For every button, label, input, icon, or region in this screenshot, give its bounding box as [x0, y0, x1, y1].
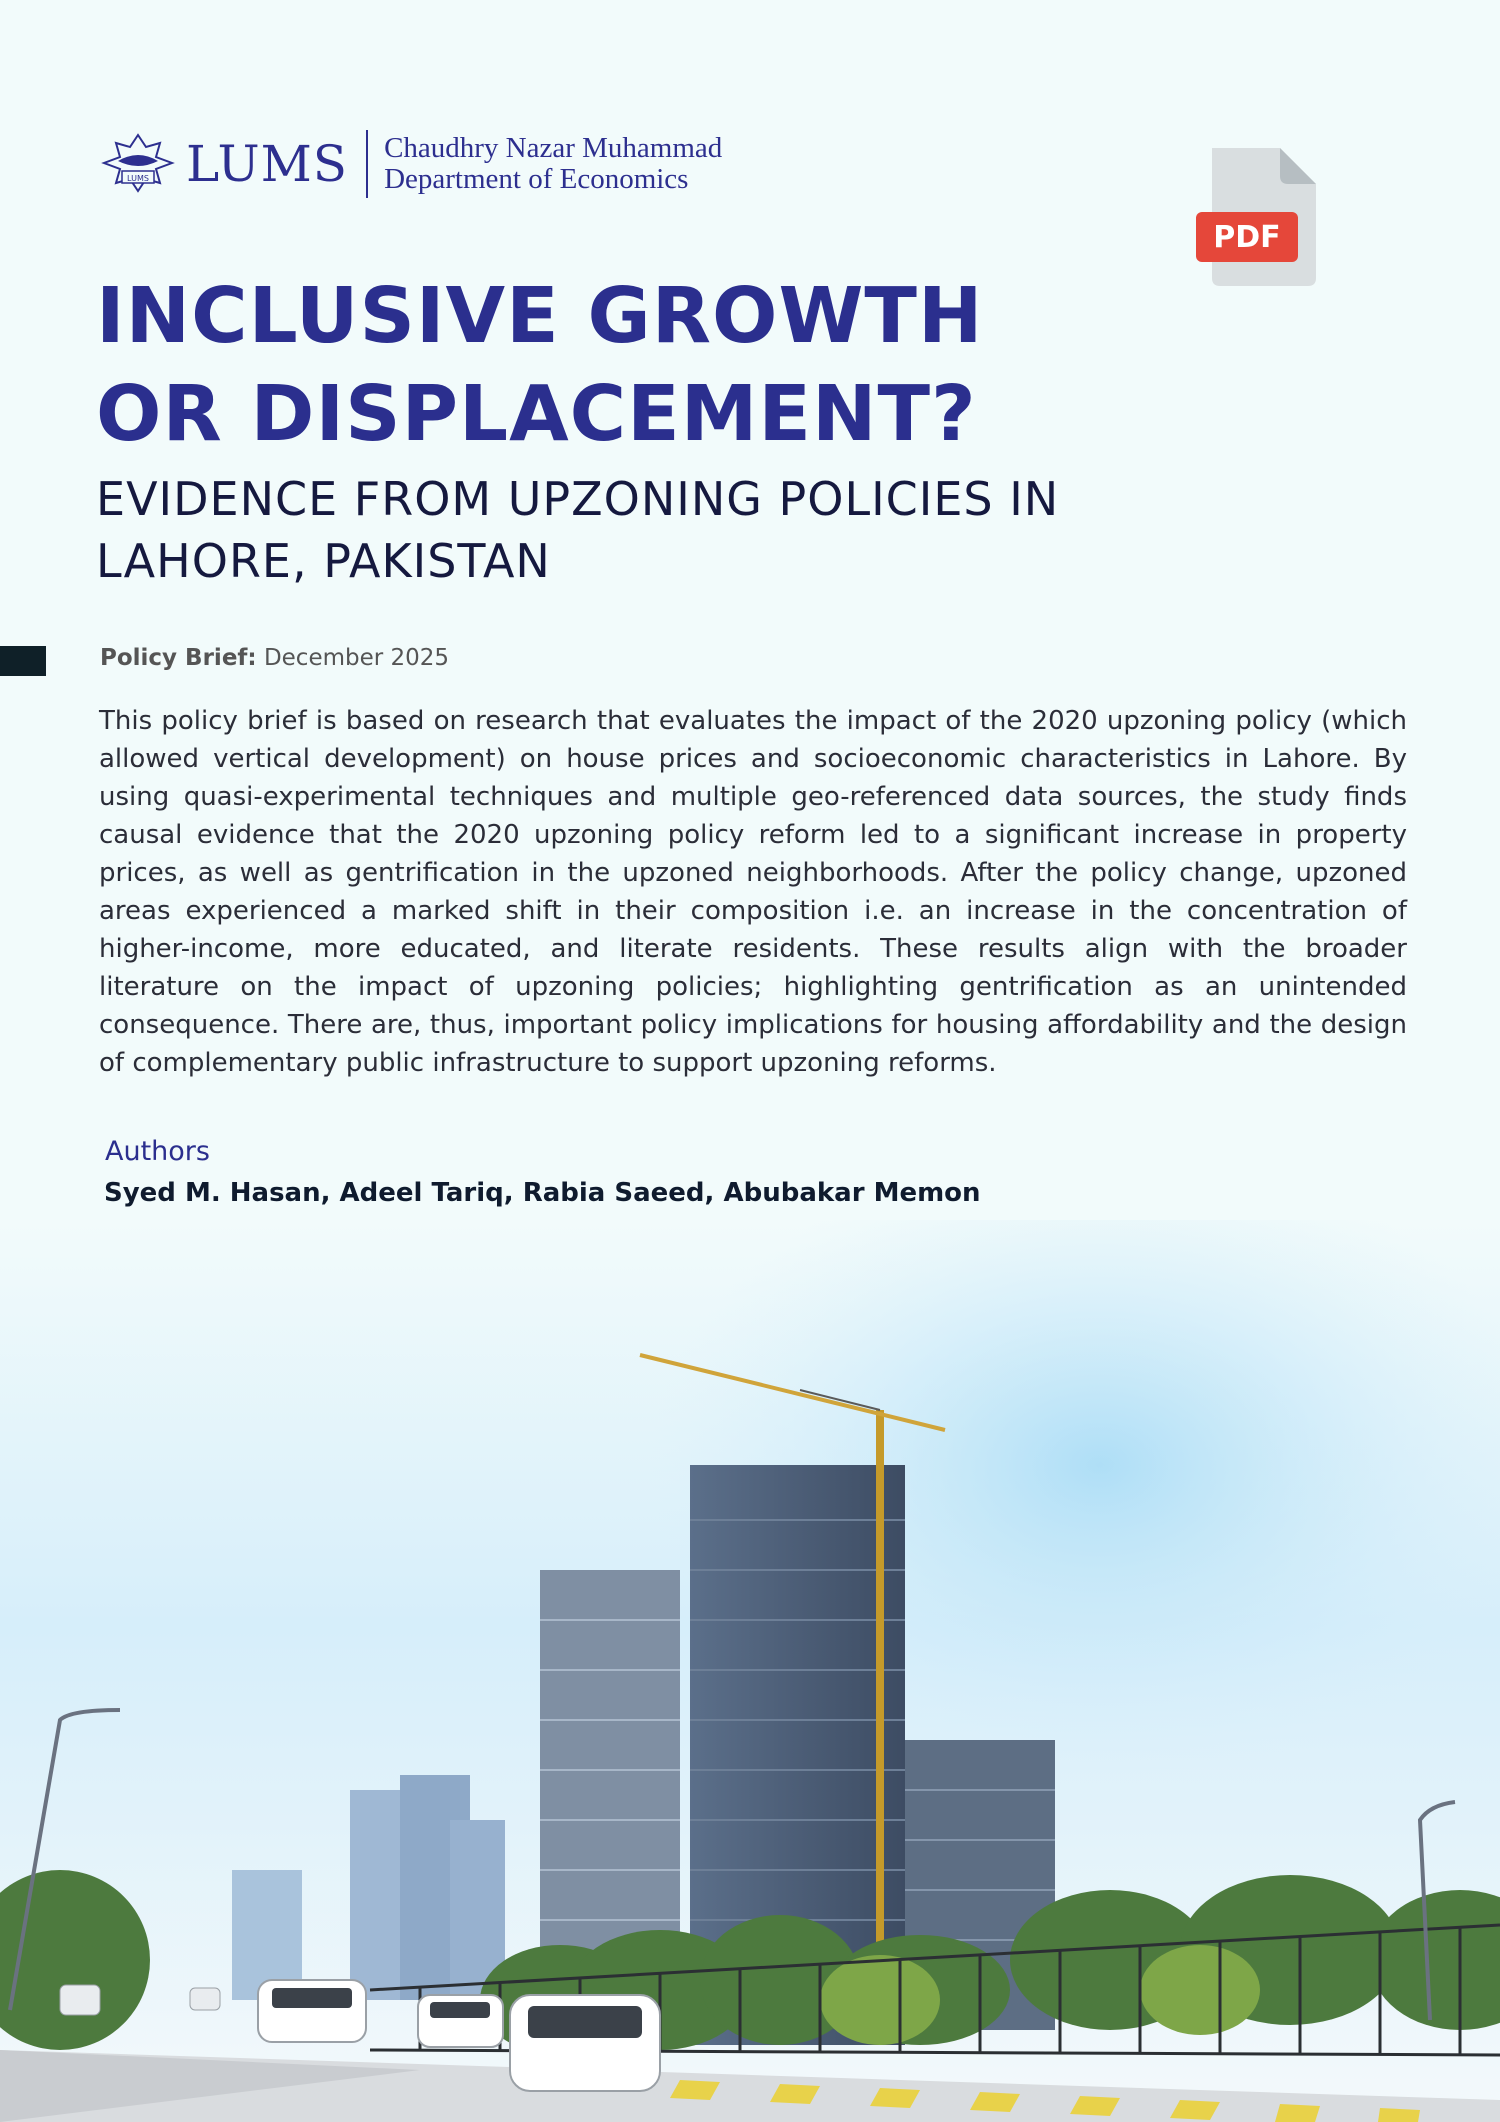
- brief-label: Policy Brief:: [100, 645, 257, 671]
- department-line-2: Department of Economics: [384, 163, 689, 195]
- city-skyline-photo: [0, 1220, 1500, 2122]
- abstract-paragraph: This policy brief is based on research that evaluates the impact of the 2020 upzoning policy (which allowed vertical development) on house prices and socioeconomic characteristics in Lahore. By using quasi-experimental techniques and multiple geo-referenced data sources, the study finds causal evidence that the 2020 upzoning policy reform led to a significant increase in property prices, as well as gentrification in the upzoned neighborhoods. After the policy change, upzoned areas experienced a marked shift in their composition i.e. an increase in the concentration of higher-income, more educated, and literate residents. These results align with the broader literature on the impact of upzoning policies; highlighting gentrification as an unintended consequence. There are, thus, important policy implications for housing affordability and the design of complementary public infrastructure to support upzoning reforms.: [99, 706, 1407, 1078]
- page-title: INCLUSIVE GROWTH OR DISPLACEMENT?: [96, 272, 984, 459]
- logo-divider: [366, 130, 368, 198]
- lums-emblem-icon: [100, 131, 176, 197]
- brief-info: [100, 645, 449, 671]
- page-subtitle: EVIDENCE FROM UPZONING POLICIES IN LAHORE, PAKISTAN: [96, 472, 1060, 588]
- side-marker: [0, 646, 46, 676]
- pdf-label: PDF: [1213, 220, 1281, 255]
- logo-wordmark: LUMS: [186, 135, 349, 193]
- emblem-text: LUMS: [127, 174, 149, 183]
- institution-logo: [100, 128, 722, 200]
- authors-heading: Authors: [105, 1136, 210, 1167]
- brief-date: December 2025: [263, 645, 450, 671]
- pdf-file-icon[interactable]: [1194, 146, 1318, 288]
- department-line-1: Chaudhry Nazar Muhammad: [384, 132, 723, 164]
- authors-list: Syed M. Hasan, Adeel Tariq, Rabia Saeed, Abubakar Memon: [104, 1178, 981, 1208]
- department-name: [384, 133, 722, 195]
